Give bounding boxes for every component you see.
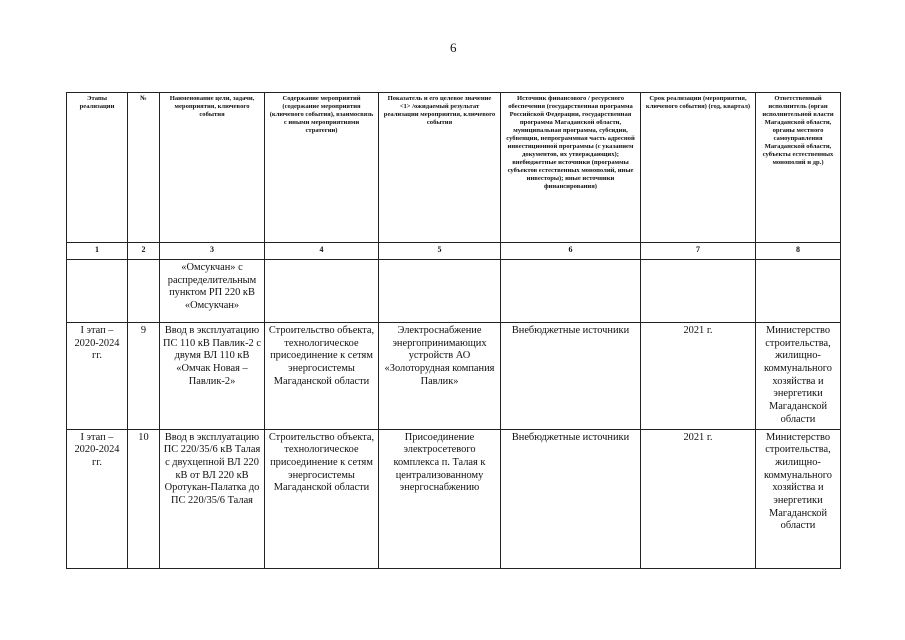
cell-number: 10 bbox=[128, 429, 160, 568]
header-term: Срок реализации (мероприятия, ключевого события) (год, квартал) bbox=[641, 93, 756, 243]
cell-executor: Министерство строительства, жилищно-коммунального хозяйства и энергетики Магаданской области bbox=[756, 323, 841, 430]
cell-source: Внебюджетные источники bbox=[501, 323, 641, 430]
cell-name: «Омсукчан» с распределительным пунктом РП 220 кВ «Омсукчан» bbox=[160, 260, 265, 323]
cell-name: Ввод в эксплуатацию ПС 110 кВ Павлик-2 с двумя ВЛ 110 кВ «Омчак Новая – Павлик-2» bbox=[160, 323, 265, 430]
cell-term: 2021 г. bbox=[641, 429, 756, 568]
cell-term: 2021 г. bbox=[641, 323, 756, 430]
column-number-row bbox=[67, 243, 841, 260]
cell-stage: I этап – 2020-2024 гг. bbox=[67, 429, 128, 568]
header-row bbox=[67, 93, 841, 243]
cell-indicator: Электроснабжение энергопринимающих устройств АО «Золоторудная компания Павлик» bbox=[379, 323, 501, 430]
column-number: 4 bbox=[265, 243, 379, 260]
column-number: 7 bbox=[641, 243, 756, 260]
cell-stage bbox=[67, 260, 128, 323]
column-number: 5 bbox=[379, 243, 501, 260]
cell-number bbox=[128, 260, 160, 323]
column-number: 8 bbox=[756, 243, 841, 260]
cell-term bbox=[641, 260, 756, 323]
cell-number: 9 bbox=[128, 323, 160, 430]
header-number: № bbox=[128, 93, 160, 243]
column-number: 1 bbox=[67, 243, 128, 260]
page-number: 6 bbox=[450, 40, 457, 55]
column-number: 3 bbox=[160, 243, 265, 260]
cell-source: Внебюджетные источники bbox=[501, 429, 641, 568]
measures-table bbox=[66, 92, 841, 569]
cell-source bbox=[501, 260, 641, 323]
cell-stage: I этап – 2020-2024 гг. bbox=[67, 323, 128, 430]
cell-content: Строительство объекта, технологическое присоединение к сетям энергосистемы Магаданской области bbox=[265, 323, 379, 430]
column-number: 6 bbox=[501, 243, 641, 260]
table-row bbox=[67, 260, 841, 323]
cell-content: Строительство объекта, технологическое присоединение к сетям энергосистемы Магаданской области bbox=[265, 429, 379, 568]
column-number: 2 bbox=[128, 243, 160, 260]
cell-executor: Министерство строительства, жилищно-коммунального хозяйства и энергетики Магаданской области bbox=[756, 429, 841, 568]
cell-indicator bbox=[379, 260, 501, 323]
cell-executor bbox=[756, 260, 841, 323]
cell-name: Ввод в эксплуатацию ПС 220/35/6 кВ Талая с двухцепной ВЛ 220 кВ от ВЛ 220 кВ Оротукан-Палатка до ПС 220/35/6 Талая bbox=[160, 429, 265, 568]
header-executor: Ответственный исполнитель (орган исполнительной власти Магаданской области, органы местного самоуправления Магаданской области, субъекты естественных монополий и др.) bbox=[756, 93, 841, 243]
header-source: Источник финансового / ресурсного обеспечения (государственная программа Российской Федерации, государственная программа Магаданской области, муниципальная программа, субсидии, субвенции, непрограммная часть адресной инвестиционной программы (с указанием документов, их утверждающих); внебюджетные источники (программы субъектов естественных монополий, иные инвесторы); иные источники финансирования) bbox=[501, 93, 641, 243]
table-row bbox=[67, 323, 841, 430]
cell-indicator: Присоединение электросетевого комплекса п. Талая к централизованному энергоснабжению bbox=[379, 429, 501, 568]
table-row bbox=[67, 429, 841, 568]
cell-content bbox=[265, 260, 379, 323]
header-indicator: Показатель и его целевое значение <1> /ожидаемый результат реализации мероприятия, ключевого события bbox=[379, 93, 501, 243]
header-stage: Этапы реализации bbox=[67, 93, 128, 243]
header-content: Содержание мероприятий (содержание мероприятия (ключевого события), взаимосвязь с иными мероприятиями стратегии) bbox=[265, 93, 379, 243]
header-name: Наименование цели, задачи, мероприятия, ключевого события bbox=[160, 93, 265, 243]
